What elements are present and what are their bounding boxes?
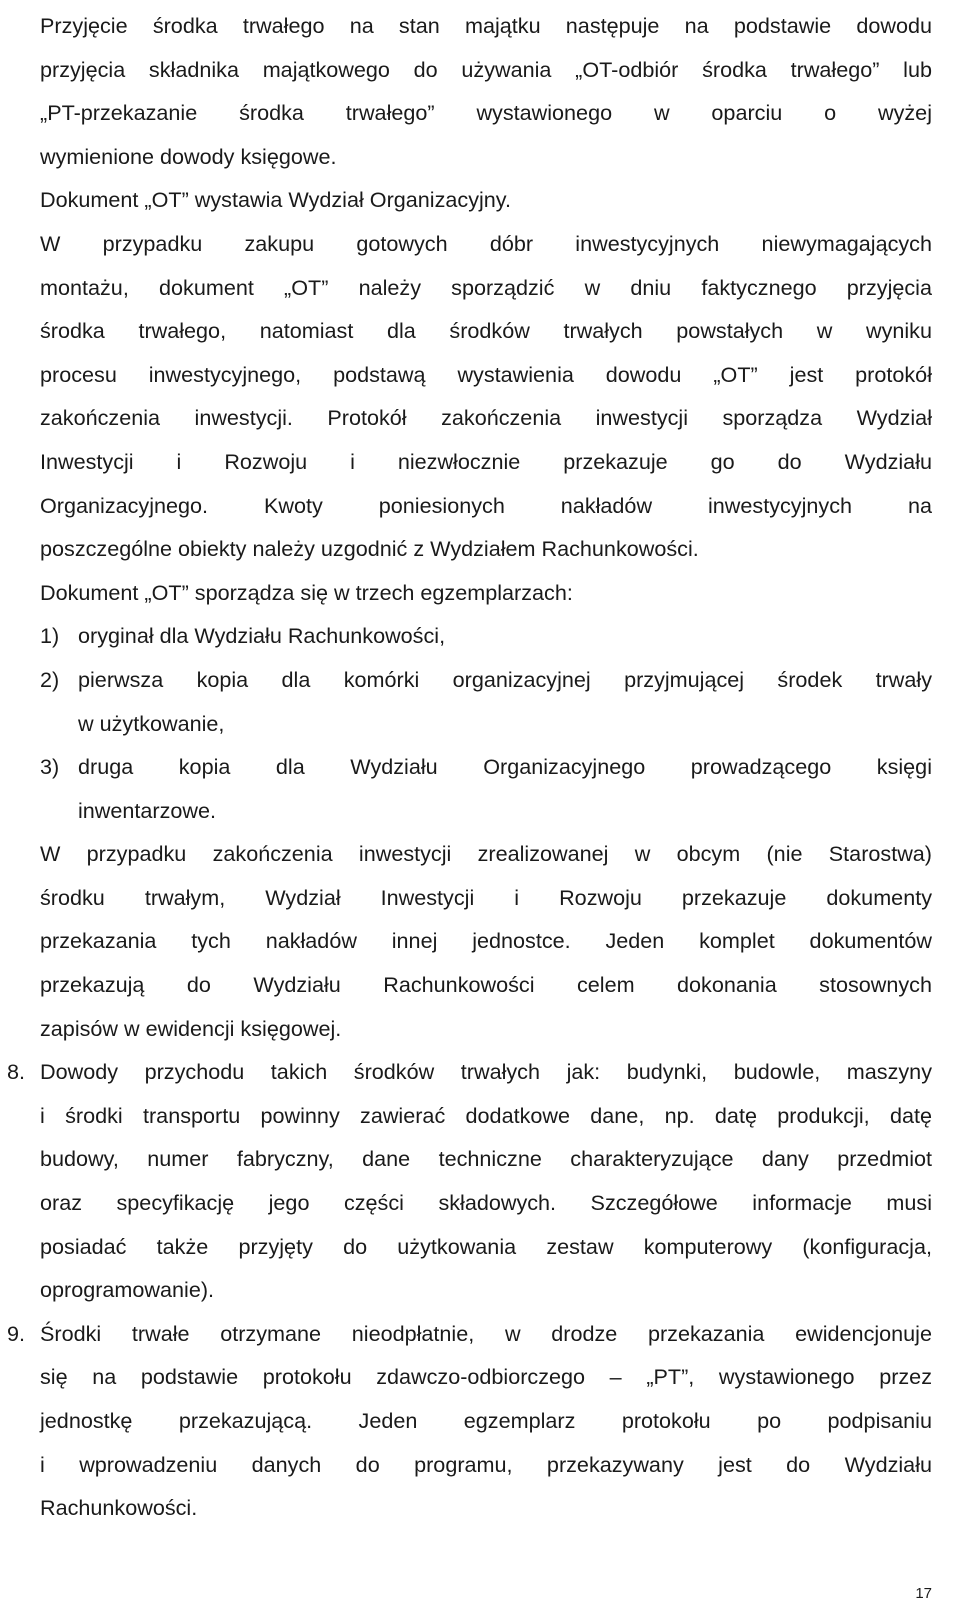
document-body <box>7 4 932 1530</box>
text-line: procesu inwestycyjnego, podstawą wystawienia dowodu „OT” jest protokół <box>40 361 932 387</box>
text-line: poszczególne obiekty należy uzgodnić z Wydziałem Rachunkowości. <box>40 536 699 562</box>
text-line: druga kopia dla Wydziału Organizacyjnego prowadzącego księgi <box>78 754 932 780</box>
list-item-number: 2) <box>40 666 60 692</box>
text-line: montażu, dokument „OT” należy sporządzić w dniu faktycznego przyjęcia <box>40 274 932 300</box>
text-line: zapisów w ewidencji księgowej. <box>40 1015 342 1041</box>
list-item <box>40 658 932 745</box>
list-item-number: 3) <box>40 754 60 780</box>
text-line: i środki transportu powinny zawierać dodatkowe dane, np. datę produkcji, datę <box>40 1102 932 1128</box>
text-line: budowy, numer fabryczny, dane techniczne charakteryzujące dany przedmiot <box>40 1146 932 1172</box>
paragraph-acceptance <box>40 4 932 178</box>
text-line: i wprowadzeniu danych do programu, przekazywany jest do Wydziału <box>40 1451 932 1477</box>
text-line: w użytkowanie, <box>78 710 225 736</box>
section-9 <box>7 1312 932 1530</box>
paragraph-purchase <box>40 222 932 571</box>
text-line: Dokument „OT” sporządza się w trzech egzemplarzach: <box>40 579 573 605</box>
text-line: wymienione dowody księgowe. <box>40 143 337 169</box>
paragraph-copies-intro <box>40 571 932 615</box>
text-line: Inwestycji i Rozwoju i niezwłocznie przekazuje go do Wydziału <box>40 448 932 474</box>
copies-list <box>40 614 932 832</box>
section-number: 9. <box>7 1320 26 1346</box>
list-item-number: 1) <box>40 623 60 649</box>
list-item <box>40 745 932 832</box>
page-number: 17 <box>915 1585 932 1602</box>
text-line: środku trwałym, Wydział Inwestycji i Rozwoju przekazuje dokumenty <box>40 884 932 910</box>
text-line: Rachunkowości. <box>40 1495 198 1521</box>
text-line: oprogramowanie). <box>40 1277 215 1303</box>
text-line: „PT-przekazanie środka trwałego” wystawionego w oparciu o wyżej <box>40 100 932 126</box>
text-line: przekazują do Wydziału Rachunkowości celem dokonania stosownych <box>40 972 932 998</box>
text-line: Przyjęcie środka trwałego na stan majątku następuje na podstawie dowodu <box>40 13 932 38</box>
text-line: Organizacyjnego. Kwoty poniesionych nakładów inwestycyjnych na <box>40 492 932 518</box>
text-line: oraz specyfikację jego części składowych. Szczegółowe informacje musi <box>40 1190 932 1216</box>
text-line: zakończenia inwestycji. Protokół zakończenia inwestycji sporządza Wydział <box>40 405 932 431</box>
text-line: inwentarzowe. <box>78 797 217 823</box>
section-number: 8. <box>7 1059 26 1085</box>
paragraph-foreign-asset <box>40 832 932 1050</box>
text-line: oryginał dla Wydziału Rachunkowości, <box>78 623 446 649</box>
paragraph-ot-issuer <box>40 178 932 222</box>
text-line: jednostkę przekazującą. Jeden egzemplarz protokołu po podpisaniu <box>40 1408 932 1433</box>
section-8 <box>7 1050 932 1312</box>
text-line: Dokument „OT” wystawia Wydział Organizacyjny. <box>40 187 511 213</box>
text-line: pierwsza kopia dla komórki organizacyjnej przyjmującej środek trwały <box>78 666 932 692</box>
text-line: przyjęcia składnika majątkowego do używania „OT-odbiór środka trwałego” lub <box>40 56 932 82</box>
text-line: środka trwałego, natomiast dla środków trwałych powstałych w wyniku <box>40 318 932 344</box>
text-line: W przypadku zakończenia inwestycji zrealizowanej w obcym (nie Starostwa) <box>40 841 932 867</box>
text-line: Dowody przychodu takich środków trwałych jak: budynki, budowle, maszyny <box>40 1059 932 1085</box>
text-line: W przypadku zakupu gotowych dóbr inwestycyjnych niewymagających <box>40 230 932 256</box>
text-line: przekazania tych nakładów innej jednostce. Jeden komplet dokumentów <box>40 928 932 954</box>
text-line: Środki trwałe otrzymane nieodpłatnie, w drodze przekazania ewidencjonuje <box>40 1320 932 1346</box>
text-line: się na podstawie protokołu zdawczo-odbiorczego – „PT”, wystawionego przez <box>40 1364 932 1390</box>
list-item <box>40 614 932 658</box>
text-line: posiadać także przyjęty do użytkowania zestaw komputerowy (konfiguracja, <box>40 1233 932 1259</box>
